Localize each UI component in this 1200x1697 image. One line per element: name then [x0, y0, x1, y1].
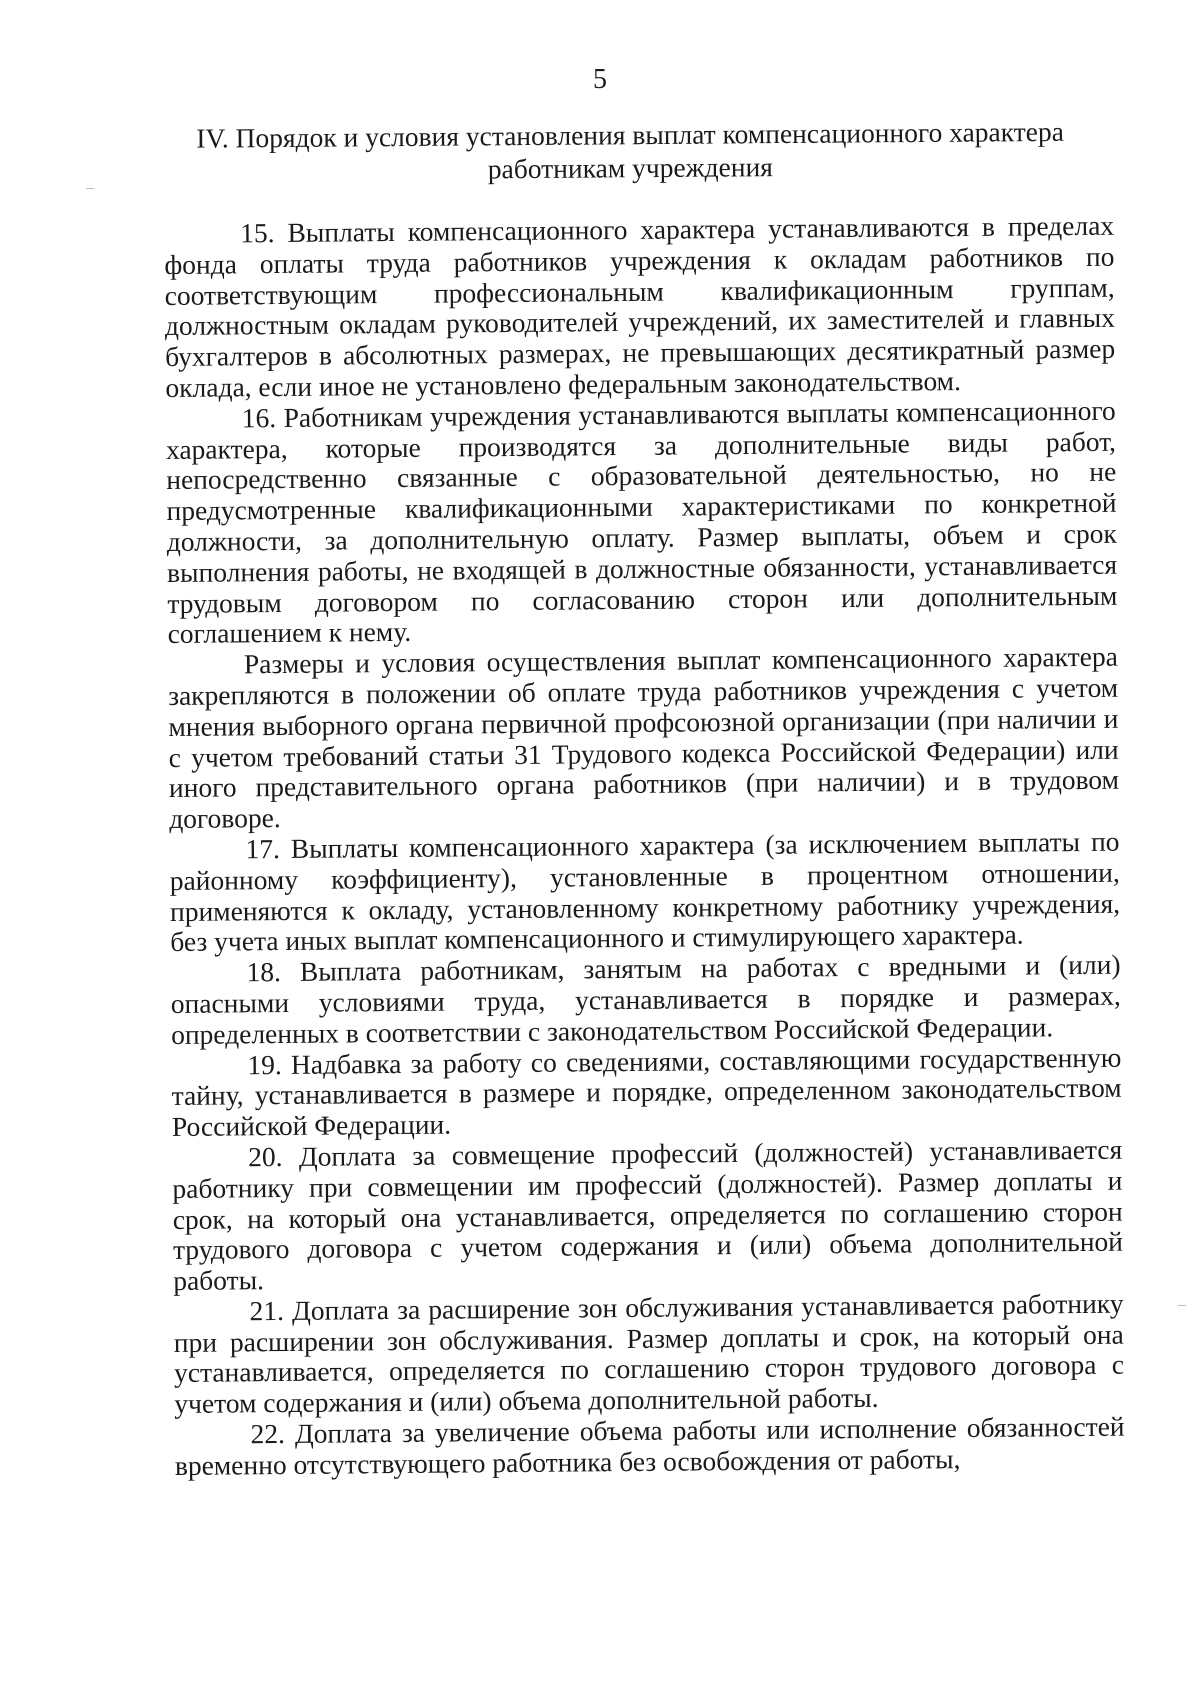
- paragraph-15: 15. Выплаты компенсационного характера устанавливаются в пределах фонда оплаты труда работников учреждения к окладам работников по соответствующим профессиональным квалификационным группам, должностным окладам руководителей учреждений, их заместителей и главных бухгалтеров в абсолютных размерах, не превышающих десятикратный размер оклада, если иное не установлено федеральным законодательством.: [164, 209, 1116, 403]
- paragraph-16-continued: Размеры и условия осуществления выплат компенсационного характера закрепляются в положении об оплате труда работников учреждения с учетом мнения выборного органа первичной профсоюзной организации (при наличии и с учетом требований статьи 31 Трудового кодекса Российской Федерации) или иного представительного органа работников (при наличии) и в трудовом договоре.: [168, 640, 1120, 835]
- paragraph-16: 16. Работникам учреждения устанавливаются выплаты компенсационного характера, которые производятся за дополнительные виды работ, непосредственно связанные с образовательной деятельностью, но не предусмотренные квалификационными характеристиками по конкретной должности, за дополнительную оплату. Размер выплаты, объем и срок выполнения работы, не входящей в должностные обязанности, устанавливается трудовым договором по согласованию сторон или дополнительным соглашением к нему.: [165, 394, 1118, 650]
- section-title: [150, 114, 1110, 188]
- section-title-line-2: работникам учреждения: [487, 151, 774, 185]
- scan-edge-mark: [1178, 1305, 1186, 1306]
- section-title-line-1: IV. Порядок и условия установления выплат компенсационного характера: [196, 115, 1064, 154]
- paragraph-19: 19. Надбавка за работу со сведениями, составляющими государственную тайну, устанавливается в размере и порядке, определенном законодательством Российской Федерации.: [171, 1041, 1122, 1143]
- scan-edge-mark: [86, 188, 94, 189]
- paragraph-18: 18. Выплата работникам, занятым на работах с вредными и (или) опасными условиями труда, устанавливается в порядке и размерах, определенных в соответствии с законодательством Российской Федерации.: [170, 948, 1121, 1050]
- page-number: 5: [593, 64, 607, 95]
- document-body: [164, 211, 1125, 1482]
- paragraph-17: 17. Выплаты компенсационного характера (за исключением выплаты по районному коэффициенту), установленные в процентном отношении, применяются к окладу, установленному конкретному работнику учреждения, без учета иных выплат компенсационного и стимулирующего характера.: [169, 825, 1121, 958]
- paragraph-20: 20. Доплата за совмещение профессий (должностей) устанавливается работнику при совмещении им профессий (должностей). Размер доплаты и срок, на который она устанавливается, определяется по соглашению сторон трудового договора с учетом содержания и (или) объема дополнительной работы.: [172, 1133, 1124, 1297]
- paragraph-22: 22. Доплата за увеличение объема работы или исполнение обязанностей временно отсутствующего работника без освобождения от работы,: [174, 1410, 1125, 1481]
- paragraph-21: 21. Доплата за расширение зон обслуживания устанавливается работнику при расширении зон обслуживания. Размер доплаты и срок, на который она устанавливается, определяется по соглашению сторон трудового договора с учетом содержания и (или) объема дополнительной работы.: [173, 1287, 1125, 1420]
